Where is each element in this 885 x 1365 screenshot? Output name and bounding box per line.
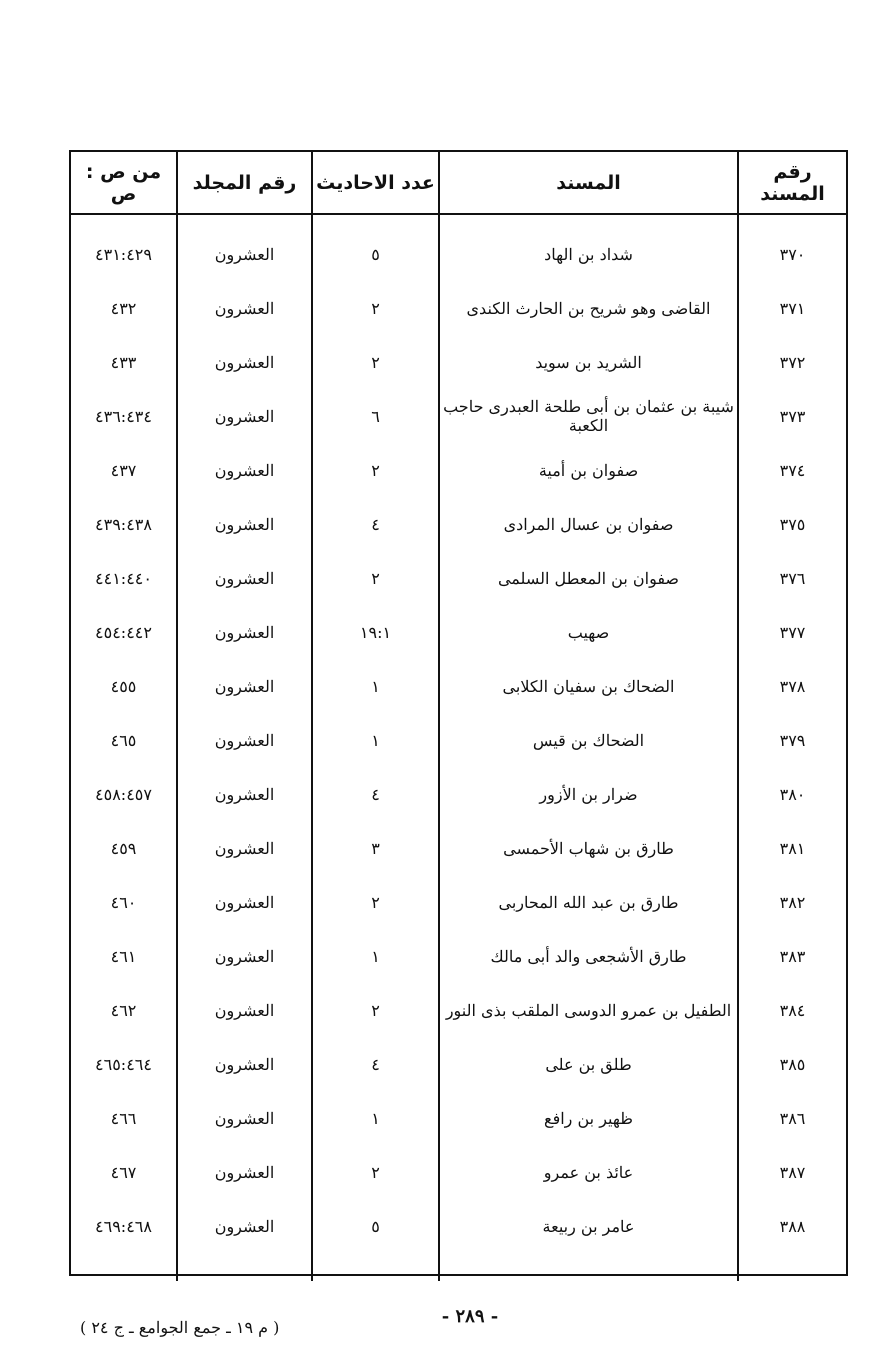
row-number: ٣٧٦ — [738, 551, 846, 605]
row-hadith-count: ١ — [312, 713, 439, 767]
row-hadith-count: ٤ — [312, 497, 439, 551]
table-row — [71, 551, 846, 605]
row-pages: ٤٦١ — [110, 946, 137, 966]
row-number: ٣٧٥ — [738, 497, 846, 551]
row-musnad: عائذ بن عمرو — [439, 1145, 738, 1199]
row-volume: العشرون — [177, 659, 312, 713]
row-hadith-count: ٢ — [312, 281, 439, 335]
page-number: - ٢٨٩ - — [441, 1306, 499, 1327]
row-musnad: الضحاك بن سفيان الكلابى — [439, 659, 738, 713]
table-row — [71, 443, 846, 497]
row-hadith-count: ١٩:١ — [312, 605, 439, 659]
row-number: ٣٨٣ — [738, 929, 846, 983]
row-musnad: صفوان بن عسال المرادى — [439, 497, 738, 551]
table-row — [71, 659, 846, 713]
row-musnad: القاضى وهو شريح بن الحارث الكندى — [439, 281, 738, 335]
row-volume: العشرون — [177, 713, 312, 767]
row-pages: ٤٦٥ — [110, 730, 137, 750]
row-hadith-count: ٦ — [312, 389, 439, 443]
row-number: ٣٨٢ — [738, 875, 846, 929]
row-pages: ٤٦٢ — [110, 1000, 137, 1020]
row-volume: العشرون — [177, 1091, 312, 1145]
row-volume: العشرون — [177, 875, 312, 929]
row-pages: ٤٤١:٤٤٠ — [95, 568, 152, 588]
table-row — [71, 497, 846, 551]
row-musnad: الضحاك بن قيس — [439, 713, 738, 767]
row-musnad: صفوان بن المعطل السلمى — [439, 551, 738, 605]
table-row — [71, 1091, 846, 1145]
row-hadith-count: ٤ — [312, 767, 439, 821]
row-pages: ٤٣١:٤٢٩ — [95, 244, 152, 264]
table-row — [71, 281, 846, 335]
row-volume: العشرون — [177, 605, 312, 659]
row-number: ٣٨٧ — [738, 1145, 846, 1199]
row-volume: العشرون — [177, 1199, 312, 1253]
row-hadith-count: ٢ — [312, 443, 439, 497]
volume-reference: ( م ١٩ ـ جمع الجوامع ـ ج ٢٤ ) — [80, 1318, 280, 1337]
row-number: ٣٨٨ — [738, 1199, 846, 1253]
row-volume: العشرون — [177, 983, 312, 1037]
table-row — [71, 605, 846, 659]
row-volume: العشرون — [177, 389, 312, 443]
row-pages: ٤٣٣ — [110, 352, 137, 372]
row-musnad: ضرار بن الأزور — [439, 767, 738, 821]
header-row — [71, 152, 846, 214]
row-musnad: شيبة بن عثمان بن أبى طلحة العبدرى حاجب الكعبة — [439, 389, 738, 443]
index-table — [71, 152, 846, 1281]
row-hadith-count: ١ — [312, 1091, 439, 1145]
table-row — [71, 821, 846, 875]
row-hadith-count: ٥ — [312, 227, 439, 281]
table-row — [71, 1037, 846, 1091]
row-hadith-count: ٣ — [312, 821, 439, 875]
row-volume: العشرون — [177, 443, 312, 497]
row-musnad: طلق بن على — [439, 1037, 738, 1091]
row-hadith-count: ٤ — [312, 1037, 439, 1091]
table-row — [71, 227, 846, 281]
table-row — [71, 767, 846, 821]
table-row — [71, 983, 846, 1037]
header-volume: رقم المجلد — [177, 152, 312, 214]
row-pages: ٤٦٥:٤٦٤ — [95, 1054, 152, 1074]
table-body — [71, 227, 846, 1253]
header-pages: من ص : ص — [71, 152, 177, 214]
row-pages: ٤٣٢ — [110, 298, 137, 318]
row-volume: العشرون — [177, 227, 312, 281]
row-pages: ٤٦٠ — [110, 892, 137, 912]
row-volume: العشرون — [177, 497, 312, 551]
row-pages: ٤٣٧ — [110, 460, 137, 480]
row-volume: العشرون — [177, 821, 312, 875]
table-row — [71, 875, 846, 929]
row-pages: ٤٥٤:٤٤٢ — [95, 622, 152, 642]
row-volume: العشرون — [177, 767, 312, 821]
row-number: ٣٨٠ — [738, 767, 846, 821]
row-hadith-count: ٢ — [312, 1145, 439, 1199]
row-pages: ٤٥٥ — [110, 676, 137, 696]
row-musnad: صهيب — [439, 605, 738, 659]
row-volume: العشرون — [177, 929, 312, 983]
musnad-index-table — [69, 150, 848, 1276]
row-number: ٣٧٢ — [738, 335, 846, 389]
row-pages: ٤٣٦:٤٣٤ — [95, 406, 152, 426]
header-hadith-count: عدد الاحاديث — [312, 152, 439, 214]
row-volume: العشرون — [177, 551, 312, 605]
row-hadith-count: ٥ — [312, 1199, 439, 1253]
row-number: ٣٧٩ — [738, 713, 846, 767]
spacer-row — [71, 214, 846, 227]
row-pages: ٤٦٩:٤٦٨ — [95, 1216, 152, 1236]
header-number: رقم المسند — [738, 152, 846, 214]
row-hadith-count: ٢ — [312, 875, 439, 929]
row-pages: ٤٥٨:٤٥٧ — [95, 784, 152, 804]
row-pages: ٤٣٩:٤٣٨ — [95, 514, 152, 534]
row-musnad: طارق الأشجعى والد أبى مالك — [439, 929, 738, 983]
row-hadith-count: ٢ — [312, 983, 439, 1037]
row-volume: العشرون — [177, 335, 312, 389]
row-musnad: طارق بن عبد الله المحاربى — [439, 875, 738, 929]
row-number: ٣٧٣ — [738, 389, 846, 443]
row-musnad: طارق بن شهاب الأحمسى — [439, 821, 738, 875]
row-number: ٣٨٥ — [738, 1037, 846, 1091]
row-pages: ٤٦٦ — [110, 1108, 137, 1128]
row-pages: ٤٥٩ — [110, 838, 137, 858]
row-number: ٣٧٠ — [738, 227, 846, 281]
row-musnad: صفوان بن أمية — [439, 443, 738, 497]
row-pages: ٤٦٧ — [110, 1162, 137, 1182]
row-hadith-count: ٢ — [312, 335, 439, 389]
row-musnad: شداد بن الهاد — [439, 227, 738, 281]
row-number: ٣٧٤ — [738, 443, 846, 497]
header-musnad: المسند — [439, 152, 738, 214]
row-hadith-count: ١ — [312, 659, 439, 713]
row-number: ٣٧٧ — [738, 605, 846, 659]
table-row — [71, 335, 846, 389]
row-volume: العشرون — [177, 1037, 312, 1091]
row-musnad: ظهير بن رافع — [439, 1091, 738, 1145]
row-number: ٣٧١ — [738, 281, 846, 335]
row-volume: العشرون — [177, 1145, 312, 1199]
row-musnad: عامر بن ربيعة — [439, 1199, 738, 1253]
table-row — [71, 1199, 846, 1253]
table-row — [71, 713, 846, 767]
row-number: ٣٨٤ — [738, 983, 846, 1037]
row-musnad: الطفيل بن عمرو الدوسى الملقب بذى النور — [439, 983, 738, 1037]
table-row — [71, 1145, 846, 1199]
table-row — [71, 929, 846, 983]
filler-row — [71, 1253, 846, 1281]
row-number: ٣٨١ — [738, 821, 846, 875]
table-row — [71, 389, 846, 443]
row-number: ٣٨٦ — [738, 1091, 846, 1145]
row-musnad: الشريد بن سويد — [439, 335, 738, 389]
row-hadith-count: ١ — [312, 929, 439, 983]
row-number: ٣٧٨ — [738, 659, 846, 713]
row-volume: العشرون — [177, 281, 312, 335]
row-hadith-count: ٢ — [312, 551, 439, 605]
